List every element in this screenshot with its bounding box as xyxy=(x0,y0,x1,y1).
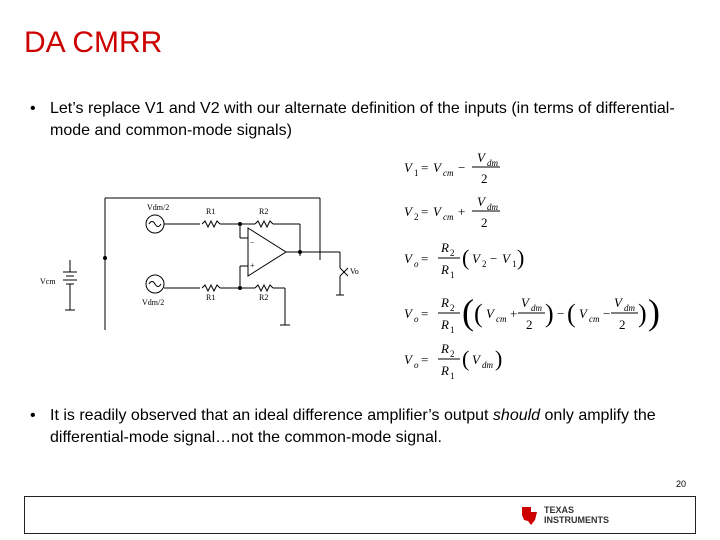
vcm-label: Vcm xyxy=(40,277,56,286)
svg-text:1: 1 xyxy=(450,270,455,280)
svg-text:=: = xyxy=(421,160,429,175)
svg-text:2: 2 xyxy=(450,349,455,359)
bullet-mark: • xyxy=(30,100,36,117)
r2-bottom-label: R2 xyxy=(259,293,269,302)
svg-text:cm: cm xyxy=(443,168,454,178)
svg-text:V: V xyxy=(472,352,480,367)
svg-text:1: 1 xyxy=(414,168,419,178)
bullet-2-text-a: It is readily observed that an ideal difference amplifier’s output xyxy=(50,407,493,424)
svg-text:o: o xyxy=(414,314,419,324)
svg-text:V: V xyxy=(404,160,412,175)
svg-text:−: − xyxy=(458,160,466,175)
svg-text:−: − xyxy=(490,251,498,266)
bullet-2-emphasis: should xyxy=(492,407,541,424)
svg-text:cm: cm xyxy=(443,212,454,222)
svg-text:): ) xyxy=(517,245,525,270)
svg-text:1: 1 xyxy=(450,371,455,381)
svg-text:(: ( xyxy=(462,245,470,270)
svg-text:V: V xyxy=(486,306,494,321)
svg-text:R: R xyxy=(441,295,449,310)
svg-text:V: V xyxy=(404,204,412,219)
svg-text:R: R xyxy=(441,317,449,332)
svg-text:dm: dm xyxy=(531,303,542,313)
svg-text:(: ( xyxy=(462,346,470,371)
svg-text:=: = xyxy=(421,204,429,219)
svg-text:dm: dm xyxy=(624,303,635,313)
vdm-bottom-label: Vdm/2 xyxy=(142,298,165,307)
svg-text:2: 2 xyxy=(526,317,533,332)
ti-logo xyxy=(520,503,620,529)
svg-text:=: = xyxy=(421,306,429,321)
svg-text:2: 2 xyxy=(450,303,455,313)
difference-amplifier-circuit xyxy=(30,180,370,330)
r1-top-label: R1 xyxy=(206,207,216,216)
logo-line1: TEXAS xyxy=(544,505,575,515)
bullet-2-text-b: only amplify the differential-mode signal…not the common-mode signal. xyxy=(50,407,656,446)
logo-line2: INSTRUMENTS xyxy=(544,515,609,525)
svg-text:2: 2 xyxy=(482,259,487,269)
svg-text:): ) xyxy=(648,292,660,332)
svg-text:V: V xyxy=(502,251,510,266)
svg-text:o: o xyxy=(414,259,419,269)
svg-text:−: − xyxy=(557,306,565,321)
svg-text:1: 1 xyxy=(512,259,517,269)
svg-text:1: 1 xyxy=(450,325,455,335)
svg-text:V: V xyxy=(521,295,529,310)
page-number: 20 xyxy=(675,479,686,489)
svg-text:dm: dm xyxy=(487,158,498,168)
bullet-mark: • xyxy=(30,407,36,424)
svg-text:R: R xyxy=(441,262,449,277)
svg-text:V: V xyxy=(472,251,480,266)
slide-title: DA CMRR xyxy=(24,26,163,59)
ti-state-icon xyxy=(520,505,540,527)
svg-text:V: V xyxy=(404,352,412,367)
vo-label: Vo xyxy=(350,267,359,276)
svg-text:2: 2 xyxy=(450,248,455,258)
svg-text:): ) xyxy=(545,299,554,328)
svg-text:o: o xyxy=(414,360,419,370)
svg-text:V: V xyxy=(477,150,485,165)
svg-text:V: V xyxy=(614,295,622,310)
svg-text:(: ( xyxy=(474,299,483,328)
svg-text:=: = xyxy=(421,251,429,266)
svg-text:R: R xyxy=(441,240,449,255)
svg-text:): ) xyxy=(638,299,647,328)
svg-text:V: V xyxy=(579,306,587,321)
svg-text:cm: cm xyxy=(589,314,600,324)
svg-text:V: V xyxy=(404,306,412,321)
svg-text:+: + xyxy=(458,204,466,219)
svg-text:V: V xyxy=(433,160,441,175)
svg-text:dm: dm xyxy=(487,202,498,212)
svg-text:2: 2 xyxy=(619,317,626,332)
svg-text:(: ( xyxy=(567,299,576,328)
svg-text:cm: cm xyxy=(496,314,507,324)
svg-text:dm: dm xyxy=(482,360,493,370)
opamp-minus: − xyxy=(250,238,255,247)
opamp-plus: + xyxy=(250,261,255,270)
svg-text:2: 2 xyxy=(481,215,488,230)
svg-text:R: R xyxy=(441,363,449,378)
svg-text:(: ( xyxy=(462,292,474,332)
svg-text:=: = xyxy=(421,352,429,367)
svg-text:−: − xyxy=(603,306,611,321)
svg-text:R: R xyxy=(441,341,449,356)
svg-text:V: V xyxy=(404,251,412,266)
svg-text:2: 2 xyxy=(414,212,419,222)
equations xyxy=(400,148,680,388)
bullet-2-text xyxy=(50,405,690,449)
svg-text:V: V xyxy=(433,204,441,219)
vdm-top-label: Vdm/2 xyxy=(147,203,170,212)
bullet-1-text: Let’s replace V1 and V2 with our alternate definition of the inputs (in terms of differential-mode and common-mode signals) xyxy=(50,100,675,139)
r1-bottom-label: R1 xyxy=(206,293,216,302)
r2-top-label: R2 xyxy=(259,207,269,216)
svg-text:V: V xyxy=(477,194,485,209)
svg-text:): ) xyxy=(495,346,503,371)
svg-text:+: + xyxy=(510,306,518,321)
svg-text:2: 2 xyxy=(481,171,488,186)
